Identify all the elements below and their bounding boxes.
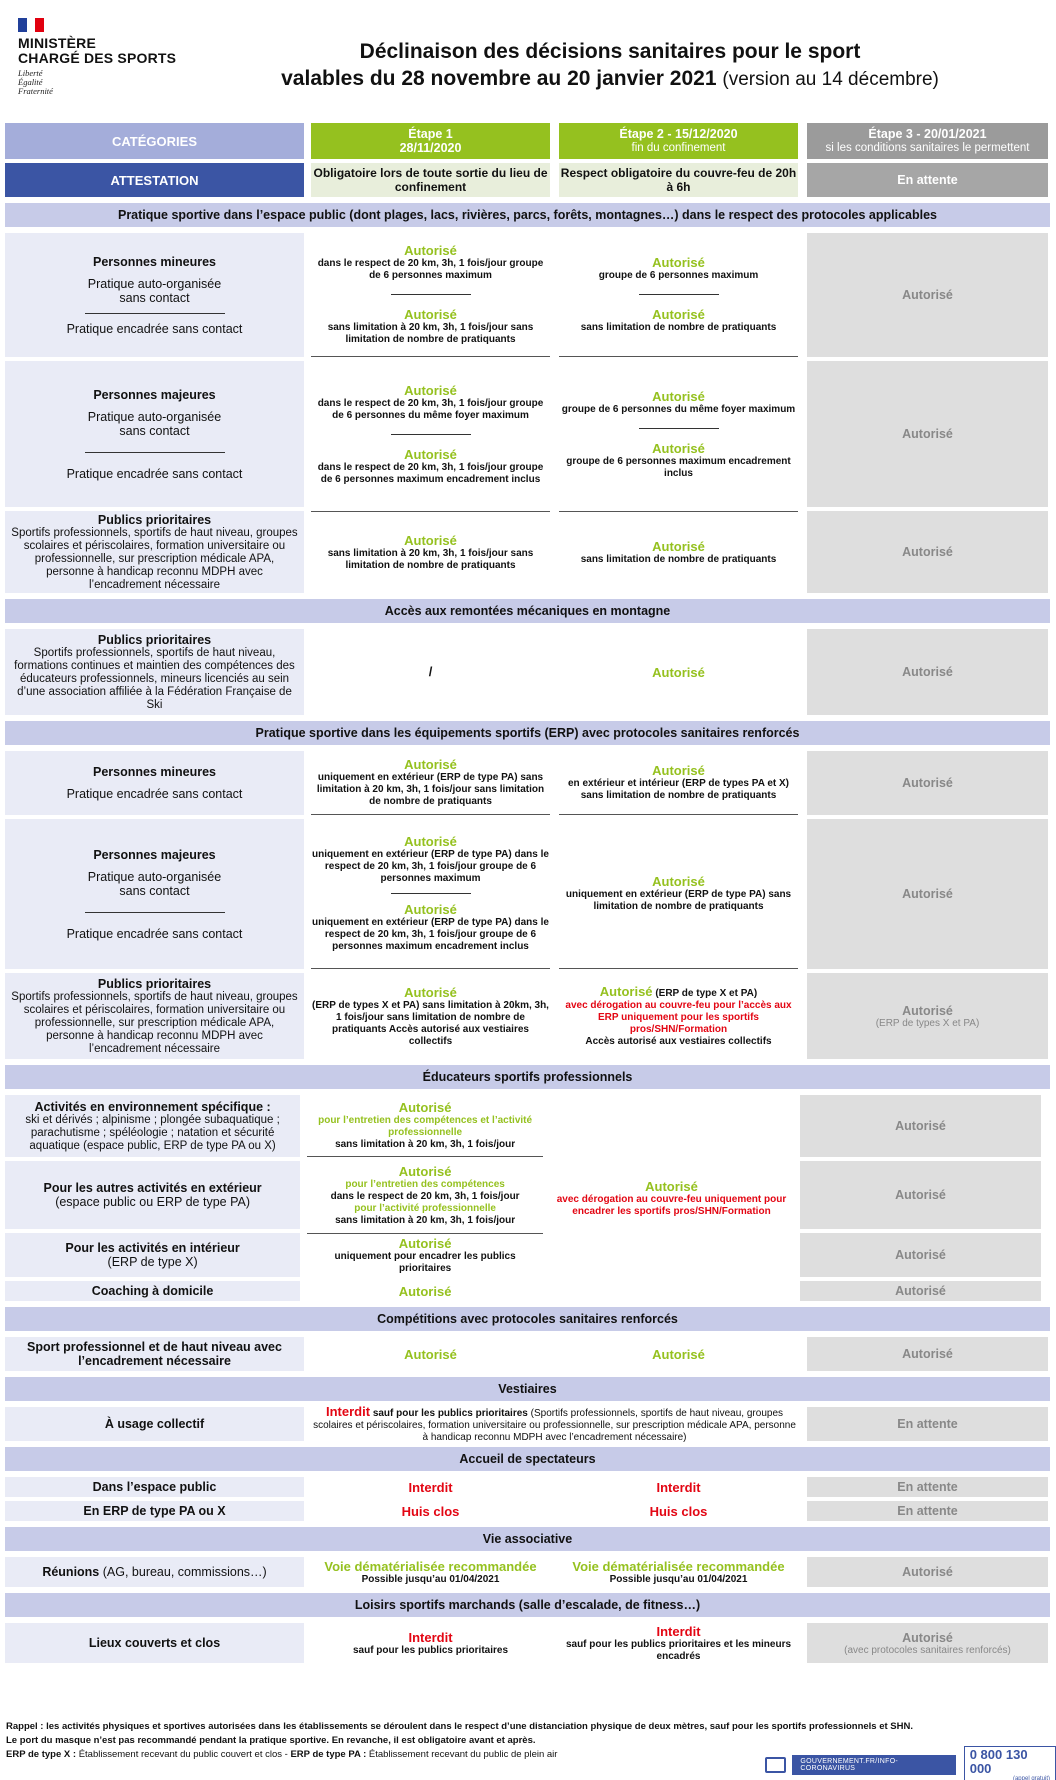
s3-majeurs-e2 bbox=[559, 819, 798, 969]
detail-bold: sauf pour les publics prioritaires bbox=[372, 1408, 528, 1419]
etape1-title: Étape 1 bbox=[408, 127, 453, 141]
divider bbox=[85, 313, 225, 314]
s1-prioritaires-e1 bbox=[311, 511, 550, 593]
erp-pa-label: ERP de type PA : bbox=[290, 1749, 367, 1760]
phone-text: 0 800 130 000 bbox=[969, 1747, 1028, 1776]
label-encadree: Pratique encadrée sans contact bbox=[66, 926, 243, 941]
attestation-etape2: Respect obligatoire du couvre-feu de 20h à 6h bbox=[559, 163, 798, 197]
int-desc: (ERP de type X) bbox=[107, 1255, 198, 1269]
status-voie: Voie dématérialisée recommandée bbox=[572, 1558, 785, 1574]
status-autorise: Autorisé bbox=[652, 307, 705, 322]
s2-label bbox=[5, 629, 304, 715]
detail-green: pour l’entretien des compétences bbox=[345, 1178, 505, 1190]
gov-link[interactable]: GOUVERNEMENT.FR/INFO-CORONAVIRUS bbox=[792, 1755, 955, 1775]
section-competitions: Compétitions avec protocoles sanitaires renforcés bbox=[5, 1307, 1050, 1331]
s3-majeurs-e1 bbox=[311, 819, 550, 969]
title-line-1: Déclinaison des décisions sanitaires pour le sport bbox=[359, 40, 861, 63]
section-vie-associative: Vie associative bbox=[5, 1527, 1050, 1551]
s9-e1 bbox=[311, 1623, 550, 1663]
page-title bbox=[190, 38, 1030, 93]
detail: groupe de 6 personnes du même foyer maximum bbox=[561, 403, 796, 415]
etape1-header bbox=[311, 123, 550, 159]
s6-text: À usage collectif bbox=[104, 1417, 205, 1431]
header bbox=[0, 0, 1056, 118]
status-autorise: Autorisé bbox=[652, 874, 705, 889]
phone-sub: (appel gratuit) bbox=[1012, 1776, 1050, 1780]
divider bbox=[85, 452, 225, 453]
header-row-stages bbox=[5, 123, 1050, 159]
section-erp: Pratique sportive dans les équipements sportifs (ERP) avec protocoles sanitaires renforcés bbox=[5, 721, 1050, 745]
s3-prioritaires-e2 bbox=[559, 973, 798, 1059]
detail: dans le respect de 20 km, 3h, 1 fois/jour groupe de 6 personnes maximum encadrement inclus bbox=[317, 461, 544, 485]
computer-icon bbox=[765, 1757, 786, 1773]
s1-majeurs-e2 bbox=[559, 361, 798, 507]
s1-row-prioritaires bbox=[5, 511, 1050, 593]
detail: (avec protocoles sanitaires renforcés) bbox=[844, 1644, 1011, 1656]
motto-liberte: Liberté bbox=[18, 68, 43, 78]
detail: uniquement en extérieur (ERP de type PA) dans le respect de 20 km, 3h, 1 fois/jour groupe de 6 personnes maximum bbox=[312, 849, 549, 884]
footer-masque: Le port du masque n’est pas recommandé pendant la pratique sportive. En revanche, il est obligatoire avant et après. bbox=[6, 1735, 536, 1746]
s9-e3 bbox=[807, 1623, 1048, 1663]
status-autorise: Autorisé bbox=[902, 1630, 953, 1645]
s7-row-erp bbox=[5, 1501, 1050, 1521]
phone-number[interactable] bbox=[964, 1746, 1056, 1780]
s3-prioritaires-e3 bbox=[807, 973, 1048, 1059]
detail: sans limitation à 20 km, 3h, 1 fois/jour bbox=[335, 1139, 516, 1150]
s4-env-label bbox=[5, 1095, 300, 1157]
s6-label bbox=[5, 1407, 304, 1441]
s3-row-prioritaires bbox=[5, 973, 1050, 1059]
s3-mineurs-e3: Autorisé bbox=[807, 751, 1048, 815]
title-version: (version au 14 décembre) bbox=[722, 69, 939, 90]
label-majeurs: Personnes majeures bbox=[93, 387, 216, 402]
label-sans-contact: sans contact bbox=[119, 290, 190, 305]
s4-int-e3: Autorisé bbox=[800, 1233, 1041, 1277]
status-interdit: Interdit bbox=[325, 1404, 371, 1419]
label-prioritaires: Publics prioritaires bbox=[97, 512, 212, 527]
section-loisirs: Loisirs sportifs marchands (salle d’escalade, de fitness…) bbox=[5, 1593, 1050, 1617]
decision-table bbox=[5, 123, 1050, 1667]
ext-title: Pour les autres activités en extérieur bbox=[43, 1181, 262, 1195]
env-desc: ski et dérivés ; alpinisme ; plongée subaquatique ; parachutisme ; spéléologie ; natation et sécurité aquatique (espace public, ERP de type PA ou X) bbox=[25, 1113, 280, 1152]
s8-e2 bbox=[559, 1557, 798, 1587]
s4-int-e1 bbox=[307, 1233, 543, 1277]
s6-row bbox=[5, 1404, 1050, 1443]
s4-row-ext bbox=[5, 1161, 543, 1229]
detail: groupe de 6 personnes maximum encadrement inclus bbox=[566, 455, 791, 479]
detail: sauf pour les publics prioritaires et les mineurs encadrés bbox=[565, 1638, 792, 1662]
s4-left bbox=[5, 1095, 543, 1301]
detail: Possible jusqu’au 01/04/2021 bbox=[361, 1573, 500, 1585]
label-sans-contact: sans contact bbox=[119, 883, 190, 898]
status-autorise: Autorisé bbox=[398, 1100, 452, 1115]
s1-prioritaires-e3: Autorisé bbox=[807, 511, 1048, 593]
detail: en extérieur et intérieur (ERP de types PA et X) sans limitation de nombre de pratiquants bbox=[568, 778, 789, 801]
int-title: Pour les activités en intérieur bbox=[65, 1241, 240, 1255]
prioritaires-desc: Sportifs professionnels, sportifs de haut niveau, groupes scolaires et périscolaires, formation universitaire ou professionnelle, sur prescription médicale APA, personne à handicap reconnu MDPH avec l’encadrement nécessaire bbox=[11, 526, 298, 591]
s3-majeurs-e3: Autorisé bbox=[807, 819, 1048, 969]
s9-e2 bbox=[559, 1623, 798, 1663]
s8-row bbox=[5, 1557, 1050, 1587]
s3-majeurs-label bbox=[5, 819, 304, 969]
s8-e1 bbox=[311, 1557, 550, 1587]
env-title: Activités en environnement spécifique : bbox=[34, 1099, 271, 1114]
detail: sans limitation de nombre de pratiquants bbox=[580, 322, 777, 333]
s5-row bbox=[5, 1337, 1050, 1371]
s4-ext-e3: Autorisé bbox=[800, 1161, 1041, 1229]
marianne-flag-icon bbox=[18, 18, 44, 32]
status-autorise: Autorisé bbox=[404, 533, 457, 548]
s1-row-majeurs bbox=[5, 361, 1050, 507]
divider bbox=[639, 294, 719, 295]
divider bbox=[639, 428, 719, 429]
detail: uniquement en extérieur (ERP de type PA) sans limitation à 20 km, 3h, 1 fois/jour sans limitation de nombre de pratiquants bbox=[316, 772, 545, 807]
status-autorise: Autorisé bbox=[652, 664, 705, 680]
categories-header: CATÉGORIES bbox=[5, 123, 304, 159]
status-autorise: Autorisé bbox=[599, 984, 653, 999]
status-autorise: Autorisé bbox=[404, 307, 457, 322]
s7-row-espace bbox=[5, 1477, 1050, 1497]
status-autorise: Autorisé bbox=[652, 763, 705, 778]
ministry-name-1: MINISTÈRE bbox=[18, 35, 97, 51]
s8-bold: Réunions bbox=[42, 1565, 100, 1579]
s7-espace-e2 bbox=[559, 1477, 798, 1497]
status-autorise: Autorisé bbox=[398, 1283, 452, 1299]
s4-coaching-e1 bbox=[307, 1281, 543, 1301]
remontees-desc: Sportifs professionnels, sportifs de haut niveau, formations continues et maintien des compétences des éducateurs professionnels, mineurs licenciés au sein d’une association affiliée à la Fédération Française de Ski bbox=[14, 646, 295, 711]
ministry-logo bbox=[18, 18, 188, 96]
detail: uniquement en extérieur (ERP de type PA) dans le respect de 20 km, 3h, 1 fois/jour groupe de 6 personnes maximum encadrement inclus bbox=[312, 917, 549, 952]
status-interdit: Interdit bbox=[408, 1479, 453, 1495]
etape2-title: Étape 2 - 15/12/2020 bbox=[619, 127, 738, 141]
s1-mineurs-e1 bbox=[311, 233, 550, 357]
s7-espace-text: Dans l’espace public bbox=[92, 1480, 217, 1494]
s4-row-coaching bbox=[5, 1281, 543, 1301]
label-sans-contact: sans contact bbox=[119, 423, 190, 438]
status-autorise: Autorisé bbox=[404, 382, 457, 398]
label-prioritaires: Publics prioritaires bbox=[97, 976, 212, 991]
label-majeurs: Personnes majeures bbox=[93, 847, 216, 862]
status-autorise: Autorisé bbox=[404, 757, 457, 772]
attestation-etape1: Obligatoire lors de toute sortie du lieu de confinement bbox=[311, 163, 550, 197]
etape2-header bbox=[559, 123, 798, 159]
s6-e1e2 bbox=[311, 1404, 798, 1443]
detail: (ERP de type X et PA) bbox=[655, 988, 758, 999]
motto bbox=[18, 69, 188, 96]
section-remontees: Accès aux remontées mécaniques en montagne bbox=[5, 599, 1050, 623]
s9-text: Lieux couverts et clos bbox=[88, 1636, 221, 1650]
s2-e2 bbox=[559, 629, 798, 715]
s4-block bbox=[5, 1095, 1050, 1301]
attestation-header: ATTESTATION bbox=[5, 163, 304, 197]
s1-majeurs-e3: Autorisé bbox=[807, 361, 1048, 507]
status-autorise: Autorisé bbox=[652, 388, 705, 404]
detail: uniquement en extérieur (ERP de type PA) sans limitation de nombre de pratiquants bbox=[565, 889, 792, 912]
s2-e3: Autorisé bbox=[807, 629, 1048, 715]
s4-e3-col bbox=[800, 1095, 1041, 1301]
detail: dans le respect de 20 km, 3h, 1 fois/jour groupe de 6 personnes du même foyer maximum bbox=[317, 397, 544, 421]
s7-erp-e1 bbox=[311, 1501, 550, 1521]
status-autorise: Autorisé bbox=[404, 984, 457, 1000]
label-encadree: Pratique encadrée sans contact bbox=[66, 466, 243, 481]
s9-row bbox=[5, 1623, 1050, 1663]
s5-e1 bbox=[311, 1337, 550, 1371]
status-autorise: Autorisé bbox=[652, 1346, 705, 1362]
status-interdit: Interdit bbox=[656, 1623, 701, 1639]
status-interdit: Interdit bbox=[408, 1629, 453, 1645]
status-autorise: Autorisé bbox=[652, 539, 705, 554]
title-line-2 bbox=[190, 65, 1030, 93]
detail: groupe de 6 personnes maximum bbox=[598, 270, 759, 281]
s7-erp-text: En ERP de type PA ou X bbox=[83, 1504, 226, 1518]
s3-mineurs-e2 bbox=[559, 751, 798, 815]
label-prioritaires: Publics prioritaires bbox=[97, 632, 212, 647]
detail: sans limitation de nombre de pratiquants bbox=[580, 554, 777, 565]
divider bbox=[85, 912, 225, 913]
section-espace-public: Pratique sportive dans l’espace public (dont plages, lacs, rivières, parcs, forêts, montagnes…) dans le respect des protocoles applicables bbox=[5, 203, 1050, 227]
s8-text: (AG, bureau, commissions…) bbox=[102, 1565, 267, 1579]
detail: uniquement pour encadrer les publics prioritaires bbox=[334, 1251, 516, 1274]
s3-row-majeurs bbox=[5, 819, 1050, 969]
status-autorise: Autorisé bbox=[652, 440, 705, 456]
prioritaires-desc: Sportifs professionnels, sportifs de haut niveau, groupes scolaires et périscolaires, formation universitaire ou professionnelle, sur prescription médicale APA, personne à handicap reconnu MDPH avec l’encadrement nécessaire bbox=[11, 990, 298, 1055]
detail: (ERP de types X et PA) sans limitation à 20km, 3h, 1 fois/jour sans limitation de nombre de pratiquants Accès autorisé aux vestiaires collectifs bbox=[312, 999, 549, 1047]
s3-prioritaires-e1 bbox=[311, 973, 550, 1059]
label-mineurs: Personnes mineures bbox=[93, 254, 216, 269]
s7-espace-e1 bbox=[311, 1477, 550, 1497]
status-autorise: Autorisé bbox=[902, 1003, 953, 1018]
status-huis-clos: Huis clos bbox=[401, 1503, 460, 1519]
status-interdit: Interdit bbox=[656, 1479, 701, 1495]
detail: sauf pour les publics prioritaires bbox=[352, 1644, 509, 1656]
s4-env-e1 bbox=[307, 1095, 543, 1157]
detail: dans le respect de 20 km, 3h, 1 fois/jour bbox=[330, 1190, 520, 1202]
s3-mineurs-e1 bbox=[311, 751, 550, 815]
title-dates: valables du 28 novembre au 20 janvier 2021 bbox=[281, 67, 717, 90]
detail: Accès autorisé aux vestiaires collectifs bbox=[585, 1036, 772, 1047]
status-huis-clos: Huis clos bbox=[649, 1503, 708, 1519]
status-autorise: Autorisé bbox=[652, 255, 705, 270]
detail-derogation: avec dérogation au couvre-feu pour l’accès aux ERP uniquement pour les sportifs pros/SHN/Formation bbox=[565, 1000, 792, 1035]
s4-coaching-label bbox=[5, 1281, 300, 1301]
label-encadree: Pratique encadrée sans contact bbox=[66, 787, 243, 801]
label-auto: Pratique auto-organisée bbox=[87, 869, 222, 884]
header-row-attestation bbox=[5, 163, 1050, 197]
status-autorise: Autorisé bbox=[404, 902, 457, 917]
label-mineurs: Personnes mineures bbox=[93, 765, 216, 779]
motto-fraternite: Fraternité bbox=[18, 86, 53, 96]
status-autorise: Autorisé bbox=[404, 834, 457, 849]
s2-row bbox=[5, 629, 1050, 715]
etape3-header bbox=[807, 123, 1048, 159]
s1-mineurs-e3: Autorisé bbox=[807, 233, 1048, 357]
label-auto: Pratique auto-organisée bbox=[87, 409, 222, 424]
s7-espace-label bbox=[5, 1477, 304, 1497]
etape3-title: Étape 3 - 20/01/2021 bbox=[868, 127, 987, 141]
status-autorise: Autorisé bbox=[398, 1163, 452, 1179]
s3-mineurs-label bbox=[5, 751, 304, 815]
s1-prioritaires-e2 bbox=[559, 511, 798, 593]
status-autorise: Autorisé bbox=[404, 1346, 457, 1362]
ministry-name-2: CHARGÉ DES SPORTS bbox=[18, 50, 177, 66]
s4-ext-e1 bbox=[307, 1161, 543, 1229]
s7-espace-e3: En attente bbox=[807, 1477, 1048, 1497]
s4-ext-label bbox=[5, 1161, 300, 1229]
coaching-title: Coaching à domicile bbox=[91, 1284, 214, 1298]
s3-prioritaires-label bbox=[5, 973, 304, 1059]
divider bbox=[391, 294, 471, 295]
s7-erp-label bbox=[5, 1501, 304, 1521]
s5-text: Sport professionnel et de haut niveau avec l’encadrement nécessaire bbox=[27, 1340, 282, 1368]
status-voie: Voie dématérialisée recommandée bbox=[324, 1558, 537, 1574]
label-encadree: Pratique encadrée sans contact bbox=[66, 321, 243, 336]
detail: (ERP de types X et PA) bbox=[875, 1017, 980, 1029]
s5-e2 bbox=[559, 1337, 798, 1371]
s4-e2 bbox=[552, 1095, 791, 1301]
s1-majeurs-label bbox=[5, 361, 304, 507]
detail: dans le respect de 20 km, 3h, 1 fois/jour groupe de 6 personnes maximum bbox=[317, 258, 544, 281]
section-vestiaires: Vestiaires bbox=[5, 1377, 1050, 1401]
s4-env-e3: Autorisé bbox=[800, 1095, 1041, 1157]
s4-row-int bbox=[5, 1233, 543, 1277]
footer-contact bbox=[765, 1746, 1056, 1780]
motto-egalite: Égalité bbox=[18, 77, 43, 87]
s1-row-mineurs bbox=[5, 233, 1050, 357]
status-autorise: Autorisé bbox=[404, 243, 457, 258]
detail-green: pour l’activité professionnelle bbox=[354, 1202, 496, 1214]
s1-mineurs-e2 bbox=[559, 233, 798, 357]
s1-mineurs-label bbox=[5, 233, 304, 357]
ext-desc: (espace public ou ERP de type PA) bbox=[55, 1195, 250, 1209]
label-auto: Pratique auto-organisée bbox=[87, 276, 222, 291]
s9-label bbox=[5, 1623, 304, 1663]
detail: sans limitation à 20 km, 3h, 1 fois/jour sans limitation de nombre de pratiquants bbox=[327, 548, 534, 571]
etape2-sub: fin du confinement bbox=[631, 142, 726, 154]
status-autorise: Autorisé bbox=[645, 1178, 698, 1194]
erp-x-text: Établissement recevant du public couvert et clos - bbox=[78, 1749, 288, 1760]
s8-label bbox=[5, 1557, 304, 1587]
s1-majeurs-e1 bbox=[311, 361, 550, 507]
section-educateurs: Éducateurs sportifs professionnels bbox=[5, 1065, 1050, 1089]
detail: Possible jusqu’au 01/04/2021 bbox=[609, 1573, 748, 1585]
s5-label bbox=[5, 1337, 304, 1371]
section-spectateurs: Accueil de spectateurs bbox=[5, 1447, 1050, 1471]
s8-e3: Autorisé bbox=[807, 1557, 1048, 1587]
erp-x-label: ERP de type X : bbox=[6, 1749, 77, 1760]
s4-row-env bbox=[5, 1095, 543, 1157]
footer-rappel: Rappel : les activités physiques et sportives autorisées dans les établissements se déroulent dans le respect d’une distanciation physique de deux mètres, sauf pour les sportifs professionnels et SHN. bbox=[6, 1721, 914, 1732]
detail-green: pour l’entretien des compétences et l’activité professionnelle bbox=[318, 1115, 533, 1138]
detail: (Sportifs professionnels, sportifs de haut niveau, groupes scolaires et périscolaires, formation universitaire ou professionnelle, sur prescription médicale APA, personne à handicap reconnu MDPH avec l’encadrement nécessaire) bbox=[313, 1408, 796, 1443]
s5-e3: Autorisé bbox=[807, 1337, 1048, 1371]
status-autorise: Autorisé bbox=[398, 1236, 452, 1251]
etape3-sub: si les conditions sanitaires le permettent bbox=[825, 142, 1030, 154]
erp-pa-text: Établissement recevant du public de plein air bbox=[368, 1749, 558, 1760]
s4-int-label bbox=[5, 1233, 300, 1277]
s2-e1: / bbox=[428, 664, 433, 679]
s3-row-mineurs bbox=[5, 751, 1050, 815]
etape1-date: 28/11/2020 bbox=[399, 141, 462, 155]
divider bbox=[391, 434, 471, 435]
divider bbox=[391, 893, 471, 894]
status-autorise: Autorisé bbox=[404, 446, 457, 462]
s7-erp-e3: En attente bbox=[807, 1501, 1048, 1521]
detail: sans limitation à 20 km, 3h, 1 fois/jour sans limitation de nombre de pratiquants bbox=[327, 322, 534, 345]
detail: sans limitation à 20 km, 3h, 1 fois/jour bbox=[335, 1214, 516, 1226]
attestation-etape3: En attente bbox=[807, 163, 1048, 197]
s4-coaching-e3: Autorisé bbox=[800, 1281, 1041, 1301]
detail-derogation: avec dérogation au couvre-feu uniquement pour encadrer les sportifs pros/SHN/Formation bbox=[556, 1193, 787, 1217]
s7-erp-e2 bbox=[559, 1501, 798, 1521]
s1-prioritaires-label bbox=[5, 511, 304, 593]
s6-e3: En attente bbox=[807, 1407, 1048, 1441]
